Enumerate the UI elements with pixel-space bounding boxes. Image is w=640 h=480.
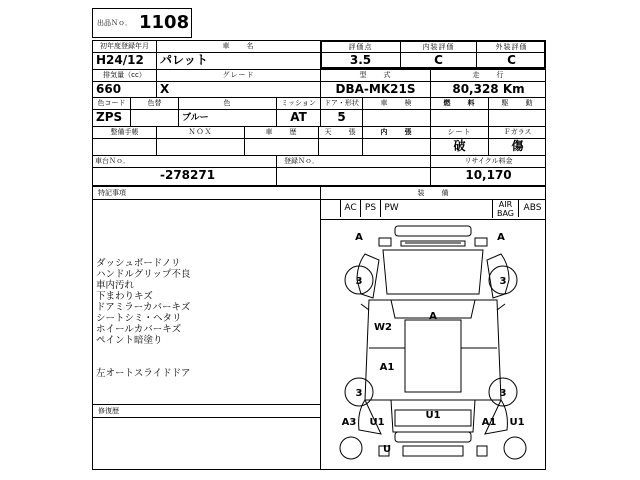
seat-label: シート <box>447 128 472 136</box>
damage-rear-left-lower: U1 <box>369 417 385 428</box>
equipment-label: 装 備 <box>417 189 450 197</box>
equipment-pw: PW <box>380 199 402 217</box>
mileage-value: 80,328 Km <box>452 82 525 96</box>
equipment-ac: AC <box>340 199 360 217</box>
color-tone-label: 色替 <box>147 99 162 107</box>
first-registration-value: H24/12 <box>96 53 144 67</box>
history-label: 車 歴 <box>265 128 298 136</box>
inspection-label: 車 検 <box>380 99 413 107</box>
note-line: ハンドルグリップ不良 <box>96 269 191 280</box>
grade-label: グレード <box>222 71 255 79</box>
damage-wheel-front-right: 3 <box>499 276 507 287</box>
displacement-label: 排気量（cc） <box>103 71 146 79</box>
interior-grade-value: C <box>434 53 443 67</box>
chassis-number-value: -278271 <box>160 168 216 182</box>
lot-number-box <box>92 8 192 38</box>
drive-label: 駆 動 <box>501 99 534 107</box>
displacement-value: 660 <box>96 82 122 96</box>
note-line: シートシミ・ヘタリ <box>96 313 182 324</box>
damage-hood: A <box>429 311 437 322</box>
mileage-label: 走 行 <box>472 71 505 79</box>
note-line: ドアミラーカバーキズ <box>96 302 191 313</box>
front-glass-value: 傷 <box>511 139 524 153</box>
note-line: ペイント暗塗り <box>96 335 163 346</box>
inner-trim-label: 内 張 <box>380 128 413 136</box>
damage-rear-gate: U1 <box>425 410 441 421</box>
exterior-grade-value: C <box>507 53 516 67</box>
lot-number-value: 1108 <box>139 12 190 33</box>
equipment-ps: PS <box>360 199 380 217</box>
transmission-value: AT <box>290 110 307 124</box>
note-line: ダッシュボードノリ <box>96 258 181 269</box>
front-glass-label: Ｆガラス <box>503 128 532 136</box>
notes-label: 特記事項 <box>98 189 126 197</box>
ceiling-label: 天 張 <box>324 128 357 136</box>
model-type-label: 型 式 <box>359 71 392 79</box>
transmission-label: ミッション <box>281 99 316 107</box>
doors-value: 5 <box>337 110 346 124</box>
color-value: ブルー <box>182 113 209 123</box>
score-label: 評価点 <box>348 43 373 51</box>
damage-wheel-rear-right: 3 <box>499 388 507 399</box>
model-name-label: 車 名 <box>222 42 255 50</box>
damage-left-front-door: W2 <box>374 322 392 333</box>
note-line: 車内汚れ <box>96 280 135 291</box>
color-code-value: ZPS <box>96 110 123 124</box>
damage-left-rear-door: A1 <box>379 362 395 373</box>
color-label: 色 <box>223 99 232 107</box>
first-registration-label: 初年度登録年月 <box>100 42 149 50</box>
recycle-fee-label: リサイクル料金 <box>464 157 513 165</box>
note-extra: 左オートスライドドア <box>96 368 191 379</box>
equipment-row <box>320 199 546 220</box>
nox-label: ＮＯＸ <box>188 128 213 136</box>
note-line: ホイールカバーキズ <box>96 324 182 335</box>
damage-wheel-rear-left: 3 <box>355 388 363 399</box>
chassis-number-label: 車台Ｎｏ． <box>95 157 130 165</box>
interior-grade-label: 内装評価 <box>422 43 455 51</box>
model-type-value: DBA-MK21S <box>335 82 416 96</box>
exterior-grade-label: 外装評価 <box>495 43 528 51</box>
color-code-label: 色コード <box>97 99 126 107</box>
damage-rear-right-lower: A1 <box>481 417 497 428</box>
equipment-abs: ABS <box>518 199 546 217</box>
damage-rear-left-corner: A3 <box>341 417 357 428</box>
fuel-label: 燃 料 <box>443 99 476 107</box>
recycle-fee-value: 10,170 <box>465 168 512 182</box>
damage-rear-right-corner: U1 <box>509 417 525 428</box>
damage-wheel-front-left: 3 <box>355 276 363 287</box>
model-name-value: パレット <box>160 53 208 67</box>
service-book-label: 整備手帳 <box>110 128 139 136</box>
doors-label: ドア・形状 <box>324 99 359 107</box>
seat-value: 破 <box>453 139 466 153</box>
damage-front-right: A <box>497 232 505 243</box>
note-line: 下まわりキズ <box>96 291 153 302</box>
damage-rear-bumper: U <box>382 444 392 455</box>
grade-value: X <box>160 82 170 96</box>
equipment-airbag: AIR BAG <box>492 199 518 218</box>
damage-front-left: A <box>355 232 363 243</box>
lot-number-label: 出品Ｎｏ． <box>97 19 132 27</box>
repair-history-label: 修復歴 <box>98 407 119 415</box>
score-value: 3.5 <box>349 53 372 67</box>
car-damage-diagram <box>321 220 545 469</box>
registration-number-label: 登録Ｎｏ． <box>284 157 319 165</box>
